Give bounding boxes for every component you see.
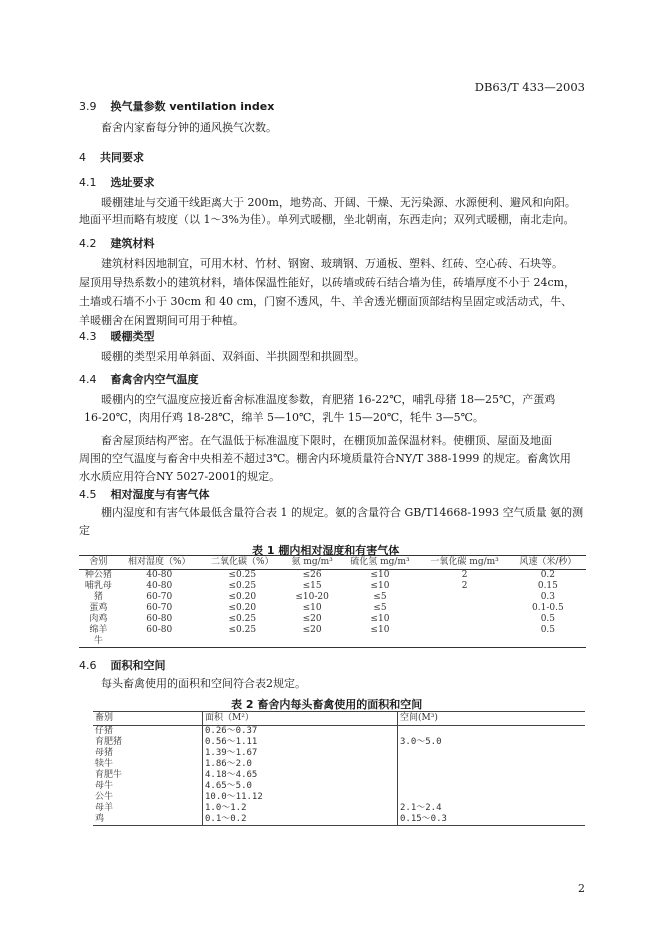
table-cell: 0.56～1.11 (203, 737, 398, 748)
table-cell: 3.0～5.0 (400, 737, 442, 747)
table-cell: ≤0.25 (228, 570, 257, 580)
heading-number: 4.2 (79, 237, 97, 250)
table-cell: 0.1～0.2 (203, 814, 398, 826)
heading-title: 共同要求 (100, 151, 144, 164)
table-cell: 鸡 (93, 814, 203, 826)
paragraph-line: 畜舍屋顶结构严密。在气温低于标准温度下限时，在棚顶加盖保温材料。使棚顶、屋面及地面 (101, 434, 552, 447)
table-cell: 育肥牛 (93, 770, 203, 781)
table-cell: 种公猪 (84, 570, 112, 580)
table1 (79, 555, 586, 648)
table-cell: 蛋鸡 (89, 603, 108, 613)
heading-4-2 (79, 237, 155, 251)
paragraph-line: 定 (79, 524, 90, 537)
table-cell: 2 (461, 570, 468, 580)
table-cell: 1.39～1.67 (203, 748, 398, 759)
heading-number: 4.6 (79, 659, 97, 672)
table-cell: 60-70 (146, 592, 173, 602)
heading-4-3 (79, 330, 155, 344)
table-cell: 4.18～4.65 (203, 770, 398, 781)
table-cell: 40-80 (146, 570, 173, 580)
heading-title: 暖棚类型 (110, 330, 155, 343)
table-cell: 公牛 (93, 792, 203, 803)
table-row (79, 603, 586, 614)
table-cell (398, 726, 586, 738)
table-cell (398, 792, 586, 803)
table-cell: 60-70 (146, 603, 173, 613)
table-cell: ≤20 (302, 614, 322, 624)
table-cell: 0.2 (540, 570, 556, 580)
table-cell (284, 636, 341, 648)
table-cell (398, 759, 586, 770)
table-row (93, 792, 585, 803)
table-cell (398, 770, 586, 781)
table-cell: 猪 (93, 592, 103, 602)
table-cell (398, 781, 586, 792)
paragraph-line: 16-20℃，肉用仔鸡 18-28℃，绵羊 5—10℃，乳牛 15—20℃，牦牛 3—5℃。 (84, 411, 484, 424)
table-cell: 1.0～1.2 (203, 803, 398, 814)
table-cell: 绵羊 (89, 625, 108, 635)
table-cell: 2 (461, 581, 468, 591)
table-cell: ≤10 (370, 614, 390, 624)
paragraph: 暖棚的类型采用单斜面、双斜面、半拱圆型和拱圆型。 (101, 350, 365, 363)
table-cell: 0.15 (537, 581, 558, 591)
heading-number: 4.3 (79, 330, 97, 343)
table2-caption: 表 2 畜舍内每头畜禽使用的面积和空间 (231, 698, 423, 711)
heading-4-6 (79, 659, 166, 673)
column-header: 硫化氢 mg/m³ (340, 556, 419, 570)
heading-title: 换气量参数 ventilation index (110, 100, 275, 113)
heading-title: 面积和空间 (110, 659, 166, 672)
table-cell: 肉鸡 (89, 614, 108, 624)
heading-number: 4.5 (79, 488, 97, 501)
table-cell: ≤20 (302, 625, 322, 635)
table-cell: 母羊 (93, 803, 203, 814)
heading-4-4 (79, 373, 199, 387)
table-header-row (79, 556, 586, 570)
table-cell: ≤0.20 (228, 603, 257, 613)
paragraph-line: 地面平坦而略有坡度（以 1～3%为佳）。单列式暖棚，坐北朝南，东西走向；双列式暖棚，南北走向。 (79, 213, 575, 226)
column-header: 二氧化碳（%） (201, 556, 284, 570)
table-row (79, 636, 586, 648)
heading-title: 选址要求 (110, 176, 155, 189)
table-row (93, 803, 585, 814)
table-cell: ≤5 (373, 603, 387, 613)
table-cell: 0.26～0.37 (203, 726, 398, 738)
table-cell: 母牛 (93, 781, 203, 792)
table-cell: ≤15 (302, 581, 322, 591)
paragraph: 每头畜禽使用的面积和空间符合表2规定。 (101, 677, 306, 690)
table-cell: 2.1～2.4 (400, 803, 442, 813)
table-cell: 0.5 (540, 614, 556, 624)
heading-number: 4.1 (79, 176, 97, 189)
table-row (93, 748, 585, 759)
table-cell (510, 636, 586, 648)
column-header: 畜别 (93, 712, 203, 726)
paragraph-line: 羊暖棚舍在闲置期间可用于种植。 (79, 314, 244, 327)
table-cell (419, 603, 509, 614)
table-cell (419, 636, 509, 648)
table-cell: 0.15～0.3 (398, 814, 586, 826)
table-cell: ≤10-20 (295, 592, 329, 602)
paragraph-line: 建筑材料因地制宜，可用木材、竹材、钢窗、玻璃钢、万通板、塑料、红砖、空心砖、石块等。 (101, 257, 563, 270)
table-cell (419, 592, 509, 603)
table-cell: 10.0～11.12 (203, 792, 398, 803)
paragraph-line: 暖棚建址与交通干线距离大于 200m，地势高、开阔、干燥、无污染源、水源便利、避风和向阳。 (101, 196, 576, 209)
table-cell (340, 636, 419, 648)
column-header: 风速（米/秒） (510, 556, 586, 570)
table-row (93, 737, 585, 748)
column-header: 面积（M²） (203, 712, 398, 726)
paragraph-line: 棚内湿度和有害气体最低含量符合表 1 的规定。氨的含量符合 GB/T14668-1993 空气质量 氨的测 (101, 506, 584, 519)
paragraph-line: 土墙或石墙不小于 30cm 和 40 cm，门窗不透风，牛、羊舍透光棚面顶部结构呈固定或活动式，牛、 (79, 295, 573, 308)
paragraph: 畜舍内家畜每分钟的通风换气次数。 (101, 121, 277, 134)
heading-4 (79, 151, 144, 165)
table1-caption: 表 1 棚内相对湿度和有害气体 (252, 544, 400, 557)
column-header: 氨 mg/m³ (284, 556, 341, 570)
paragraph-line: 暖棚内的空气温度应接近畜舍标准温度参数，育肥猪 16-22℃，哺乳母猪 18—25℃，产蛋鸡 (101, 393, 556, 406)
table-row (93, 726, 585, 738)
paragraph-line: 周围的空气温度与畜舍中央相差不超过3℃。棚舍内环境质量符合NY/T 388-1999 的规定。畜禽饮用 (79, 452, 571, 465)
table-row (93, 759, 585, 770)
table-cell: ≤0.25 (228, 625, 257, 635)
table-row (79, 614, 586, 625)
paragraph-line: 屋顶用导热系数小的建筑材料，墙体保温性能好，以砖墙或砖石结合墙为佳，砖墙厚度不小于 24cm， (79, 276, 576, 289)
column-header: 舍别 (79, 556, 118, 570)
table-cell: 仔猪 (93, 726, 203, 738)
table-cell: ≤0.25 (228, 614, 257, 624)
table-row (79, 592, 586, 603)
heading-4-1 (79, 176, 155, 190)
paragraph-line: 水水质应用符合NY 5027-2001的规定。 (79, 470, 281, 483)
table-cell: 40-80 (146, 581, 173, 591)
page-number: 2 (578, 882, 585, 895)
table-cell: ≤26 (302, 570, 322, 580)
table-cell: 哺乳母 (84, 581, 112, 591)
heading-number: 4 (79, 151, 86, 164)
table-cell (201, 636, 284, 648)
heading-number: 3.9 (79, 100, 97, 113)
heading-title: 建筑材料 (110, 237, 155, 250)
heading-number: 4.4 (79, 373, 97, 386)
heading-3-9 (79, 100, 274, 114)
table-cell (419, 625, 509, 636)
column-header: 空间(M³) (398, 712, 586, 726)
table-row (93, 781, 585, 792)
table-cell: 60-80 (146, 614, 173, 624)
table-cell: 牛 (93, 636, 103, 646)
table-cell: 0.3 (540, 592, 556, 602)
table-cell: 0.1-0.5 (532, 603, 564, 613)
table-cell: ≤10 (302, 603, 322, 613)
table-row (79, 625, 586, 636)
heading-title: 相对湿度与有害气体 (110, 488, 210, 501)
table-cell: ≤5 (373, 592, 387, 602)
table-cell (398, 748, 586, 759)
table-cell: 0.5 (540, 625, 556, 635)
table-row (93, 770, 585, 781)
table-row (79, 570, 586, 582)
column-header: 一氧化碳 mg/m³ (419, 556, 509, 570)
table-cell (118, 636, 201, 648)
table-cell: ≤10 (370, 570, 390, 580)
table-cell: ≤0.25 (228, 581, 257, 591)
table-cell: ≤10 (370, 581, 390, 591)
heading-title: 畜禽舍内空气温度 (110, 373, 199, 386)
table-cell: 60-80 (146, 625, 173, 635)
table-cell: 4.65～5.0 (203, 781, 398, 792)
table2 (93, 711, 585, 826)
table-cell: ≤0.20 (228, 592, 257, 602)
table-cell: 母猪 (93, 748, 203, 759)
table-cell: ≤10 (370, 625, 390, 635)
table-header-row (93, 712, 585, 726)
table-cell (419, 614, 509, 625)
table-cell: 育肥猪 (93, 737, 203, 748)
table-cell: 1.86～2.0 (203, 759, 398, 770)
table-row (79, 581, 586, 592)
heading-4-5 (79, 488, 210, 502)
doc-code: DB63/T 433—2003 (474, 80, 585, 94)
table-cell: 犊牛 (93, 759, 203, 770)
table-row (93, 814, 585, 826)
column-header: 相对湿度（%） (118, 556, 201, 570)
